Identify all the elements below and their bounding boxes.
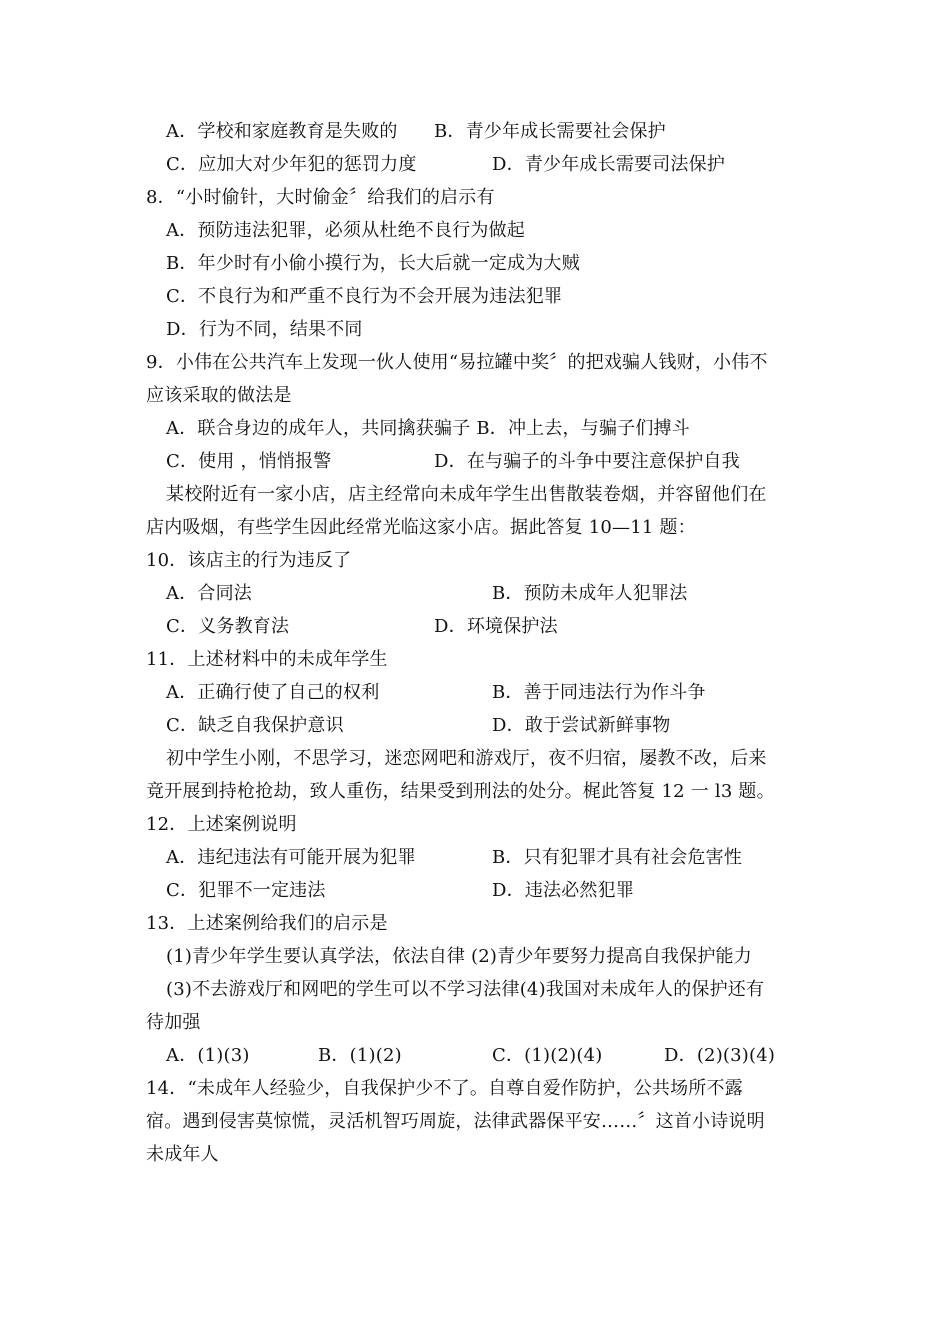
- q13-options: [166, 1044, 776, 1068]
- q13-statements-2: (3)不去游戏厅和网吧的学生可以不学习法律(4)我国对未成年人的保护还有: [166, 979, 765, 1000]
- option-b: B．青少年成长需要社会保护: [434, 121, 666, 142]
- option-c: C．使用 ，悄悄报警: [166, 451, 332, 472]
- option-b: B．(1)(2): [318, 1045, 402, 1066]
- q7-options-row-2: [166, 153, 726, 177]
- option-a: A．违纪违法有可能开展为犯罪: [166, 847, 416, 868]
- q10-options-row-2: [166, 615, 558, 639]
- q8-option-c: C．不良行为和严重不良行为不会开展为违法犯罪: [166, 286, 563, 307]
- q10-options-row-1: [166, 582, 688, 606]
- q11-options-row-1: [166, 681, 706, 705]
- q9-options-row-1: A．联合身边的成年人，共同擒获骗子 B．冲上去，与骗子们搏斗: [166, 418, 690, 439]
- material-paragraph-1-cont: 店内吸烟，有些学生因此经常光临这家小店。据此答复 10—11 题：: [146, 517, 696, 538]
- option-a: A．(1)(3): [166, 1045, 250, 1066]
- q13-statements-1: (1)青少年学生要认真学法，依法自律 (2)青少年要努力提高自我保护能力: [166, 946, 752, 967]
- question-13: 13．上述案例给我们的启示是: [146, 913, 388, 934]
- question-9: 9．小伟在公共汽车上发现一伙人使用“易拉罐中奖〞的把戏骗人钱财，小伟不: [146, 352, 768, 373]
- q12-options-row-1: [166, 846, 743, 870]
- question-8: 8．“小时偷针，大时偷金〞给我们的启示有: [146, 187, 495, 208]
- option-c: C．(1)(2)(4): [492, 1045, 603, 1066]
- option-d: D．(2)(3)(4): [664, 1045, 776, 1066]
- option-b: B．只有犯罪才具有社会危害性: [492, 847, 743, 868]
- option-a: A．学校和家庭教育是失败的: [166, 121, 398, 142]
- q8-option-a: A．预防违法犯罪，必须从杜绝不良行为做起: [166, 220, 525, 241]
- option-c: C．应加大对少年犯的惩罚力度: [166, 154, 417, 175]
- q13-statements-3: 待加强: [146, 1012, 201, 1033]
- question-11: 11．上述材料中的未成年学生: [146, 649, 388, 670]
- q8-option-d: D．行为不同，结果不同: [166, 319, 363, 340]
- q9-options-row-2: [166, 450, 740, 474]
- material-paragraph-2: 初中学生小刚，不思学习，迷恋网吧和游戏厅，夜不归宿，屡教不改，后来: [166, 748, 767, 769]
- q8-option-b: B．年少时有小偷小摸行为，长大后就一定成为大贼: [166, 253, 580, 274]
- option-c: C．义务教育法: [166, 616, 290, 637]
- option-c: C．犯罪不一定违法: [166, 880, 326, 901]
- option-a: A．合同法: [166, 583, 252, 604]
- material-paragraph-1: 某校附近有一家小店，店主经常向未成年学生出售散装卷烟，并容留他们在: [166, 484, 767, 505]
- option-d: D．违法必然犯罪: [492, 880, 635, 901]
- question-14-cont-2: 未成年人: [146, 1144, 219, 1165]
- question-12: 12．上述案例说明: [146, 814, 297, 835]
- q11-options-row-2: [166, 714, 671, 738]
- option-a: A．正确行使了自己的权利: [166, 682, 380, 703]
- q7-options-row-1: [166, 120, 666, 144]
- option-b: B．预防未成年人犯罪法: [492, 583, 688, 604]
- option-c: C．缺乏自我保护意识: [166, 715, 344, 736]
- option-d: D．环境保护法: [434, 616, 558, 637]
- question-10: 10．该店主的行为违反了: [146, 550, 352, 571]
- material-paragraph-2-cont: 竟开展到持枪抢劫，致人重伤，结果受到刑法的处分。梶此答复 12 一 l3 题。: [146, 781, 775, 802]
- option-b: B．善于同违法行为作斗争: [492, 682, 706, 703]
- question-14: 14．“未成年人经验少，自我保护少不了。自尊自爱作防护，公共场所不露: [146, 1078, 743, 1099]
- q12-options-row-2: [166, 879, 635, 903]
- option-d: D．敢于尝试新鲜事物: [492, 715, 671, 736]
- option-d: D．在与骗子的斗争中要注意保护自我: [434, 451, 740, 472]
- option-d: D．青少年成长需要司法保护: [492, 154, 726, 175]
- question-9-cont: 应该采取的做法是: [146, 385, 292, 406]
- question-14-cont-1: 宿。遇到侵害莫惊慌，灵活机智巧周旋，法律武器保平安……〞这首小诗说明: [146, 1111, 765, 1132]
